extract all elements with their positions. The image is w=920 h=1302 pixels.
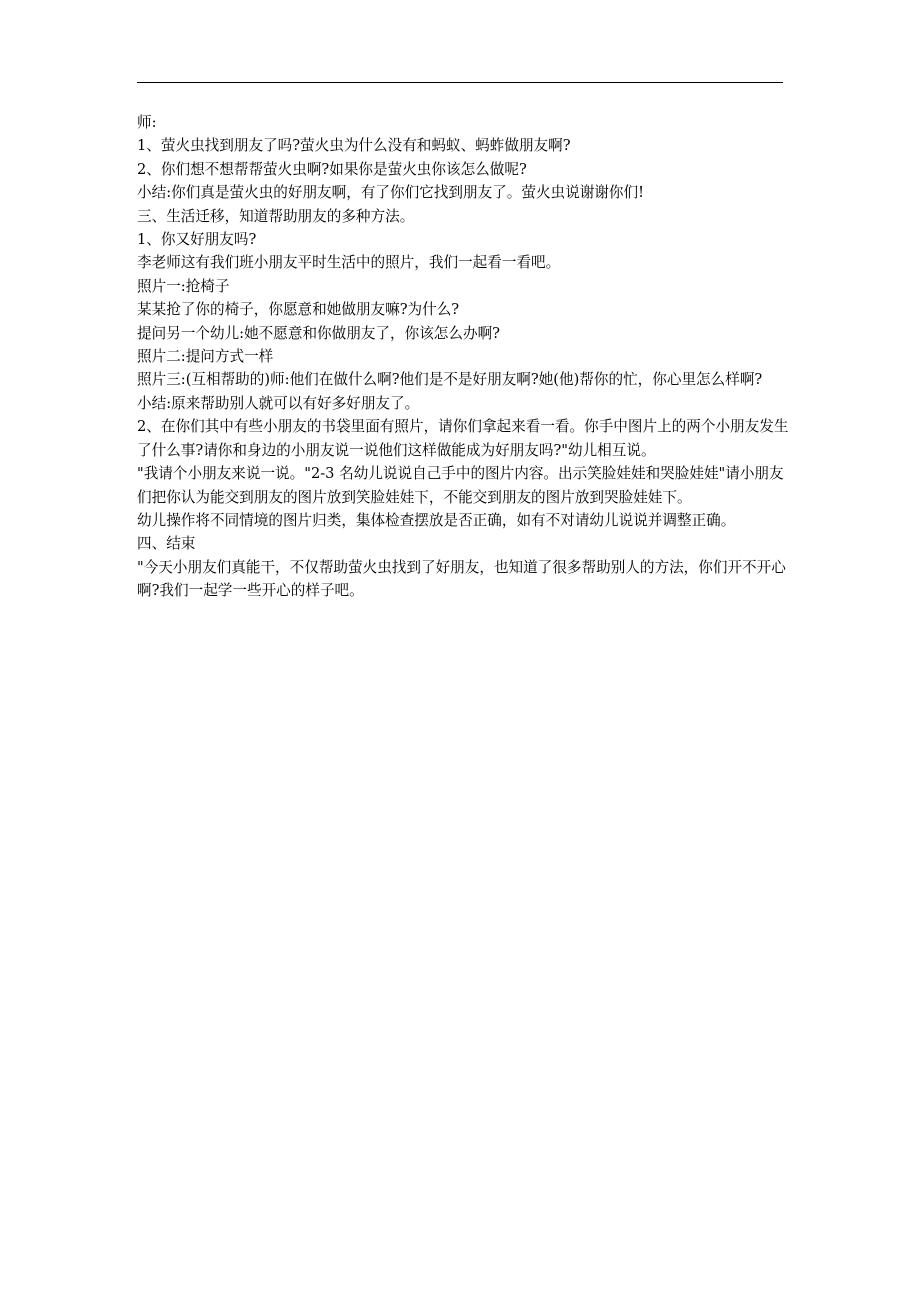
document-body — [137, 111, 789, 603]
paragraph: "今天小朋友们真能干，不仅帮助萤火虫找到了好朋友，也知道了很多帮助别人的方法，你们开不开心啊?我们一起学一些开心的样子吧。 — [137, 558, 786, 600]
paragraph: 2、你们想不想帮帮萤火虫啊?如果你是萤火虫你该怎么做呢? — [137, 160, 527, 178]
header-rule — [137, 82, 783, 83]
paragraph: 2、在你们其中有些小朋友的书袋里面有照片，请你们拿起来看一看。你手中图片上的两个小朋友发生了什么事?请你和身边的小朋友说一说他们这样做能成为好朋友吗?"幼儿相互说。 — [137, 418, 789, 459]
paragraph: 提问另一个幼儿:她不愿意和你做朋友了，你该怎么办啊? — [137, 324, 500, 342]
paragraph: 1、萤火虫找到朋友了吗?萤火虫为什么没有和蚂蚁、蚂蚱做朋友啊? — [137, 137, 571, 155]
paragraph: 李老师这有我们班小朋友平时生活中的照片，我们一起看一看吧。 — [137, 254, 561, 272]
paragraph: 师: — [137, 114, 157, 131]
paragraph: 某某抢了你的椅子，你愿意和她做朋友嘛?为什么? — [137, 301, 460, 319]
paragraph: 照片一:抢椅子 — [137, 277, 230, 295]
section-heading: 三、生活迁移，知道帮助朋友的多种方法。 — [137, 207, 415, 225]
paragraph: 1、你又好朋友吗? — [137, 231, 257, 249]
paragraph: 照片二:提问方式一样 — [137, 348, 274, 366]
paragraph: 小结:原来帮助别人就可以有好多好朋友了。 — [137, 394, 420, 412]
section-heading: 四、结束 — [137, 535, 196, 553]
paragraph: "我请个小朋友来说一说。"2-3 名幼儿说说自己手中的图片内容。出示笑脸娃娃和哭脸娃娃"请小朋友们把你认为能交到朋友的图片放到笑脸娃娃下，不能交到朋友的图片放到哭脸娃娃下。 — [137, 465, 784, 506]
paragraph: 小结:你们真是萤火虫的好朋友啊，有了你们它找到朋友了。萤火虫说谢谢你们! — [137, 184, 644, 202]
paragraph: 照片三:(互相帮助的)师:他们在做什么啊?他们是不是好朋友啊?她(他)帮你的忙，你心里怎么样啊? — [137, 371, 763, 389]
paragraph: 幼儿操作将不同情境的图片归类，集体检查摆放是否正确，如有不对请幼儿说说并调整正确。 — [137, 511, 736, 529]
